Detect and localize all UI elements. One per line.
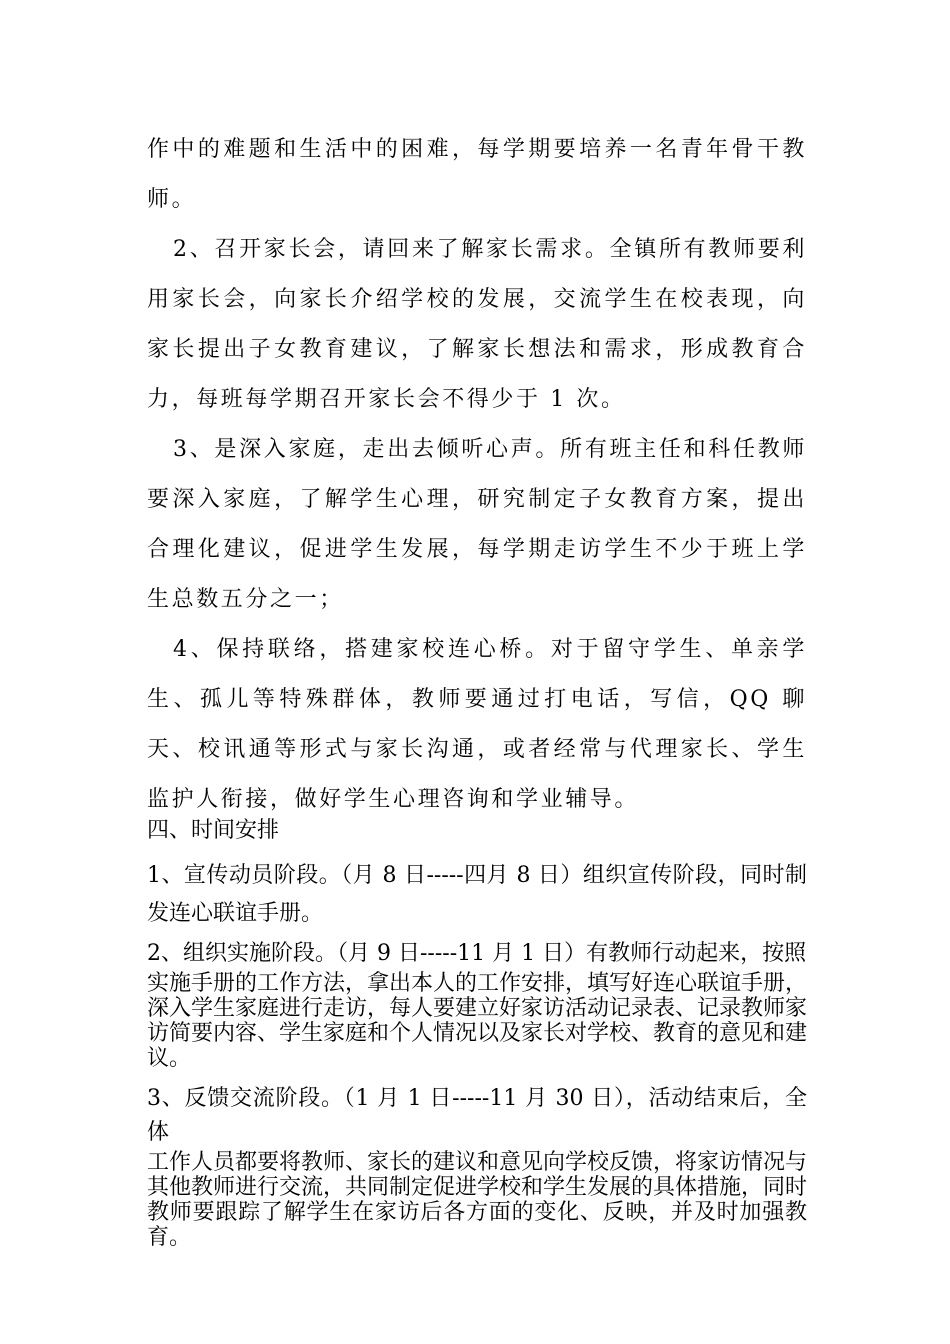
schedule-item-1 [147, 857, 807, 933]
schedule-item-rest: 实施手册的工作方法，拿出本人的工作安排，填写好连心联谊手册，深入学生家庭进行走访，每人要建立好家访活动记录表、记录教师家访简要内容、学生家庭和个人情况以及家长对学校、教育的意见和建议。 [147, 971, 808, 1071]
schedule-item-text: 1、宣传动员阶段。（月 8 日-----四月 8 日）组织宣传阶段，同时制发连心联谊手册。 [147, 863, 807, 926]
section-heading-text: 四、时间安排 [147, 818, 280, 843]
schedule-item-3 [147, 1082, 807, 1250]
schedule-item-first-line: 2、组织实施阶段。（月 9 日-----11 月 1 日）有教师行动起来，按照 [147, 941, 807, 966]
paragraph-text: 3、是深入家庭，走出去倾听心声。所有班主任和科任教师要深入家庭，了解学生心理，研究制定子女教育方案，提出合理化建议，促进学生发展，每学期走访学生不少于班上学生总数五分之一； [147, 437, 807, 612]
schedule-item-2 [147, 937, 807, 1071]
paragraph-continuation [147, 125, 807, 225]
schedule-item-text [147, 1082, 807, 1250]
schedule-item-text [147, 937, 807, 1071]
paragraph-text: 4、保持联络，搭建家校连心桥。对于留守学生、单亲学生、孤儿等特殊群体，教师要通过打电话，写信，QQ 聊天、校讯通等形式与家长沟通，或者经常与代理家长、学生监护人衔接，做好学生心理咨询和学业辅导。 [147, 637, 807, 812]
paragraph-text: 2、召开家长会，请回来了解家长需求。全镇所有教师要利用家长会，向家长介绍学校的发展，交流学生在校表现，向家长提出子女教育建议，了解家长想法和需求，形成教育合力，每班每学期召开家长会不得少于 1 次。 [147, 237, 807, 412]
paragraph-home-visit [147, 425, 807, 625]
section-heading [147, 817, 807, 845]
paragraph-parent-meeting [147, 225, 807, 425]
paragraph-keep-contact [147, 625, 807, 825]
schedule-item-first-line: 3、反馈交流阶段。（1 月 1 日-----11 月 30 日），活动结束后，全体 [147, 1086, 807, 1145]
paragraph-text: 作中的难题和生活中的困难，每学期要培养一名青年骨干教师。 [147, 137, 807, 212]
schedule-item-rest: 工作人员都要将教师、家长的建议和意见向学校反馈，将家访情况与其他教师进行交流，共同制定促进学校和学生发展的具体措施，同时教师要跟踪了解学生在家访后各方面的变化、反映，并及时加强教育。 [147, 1150, 808, 1250]
